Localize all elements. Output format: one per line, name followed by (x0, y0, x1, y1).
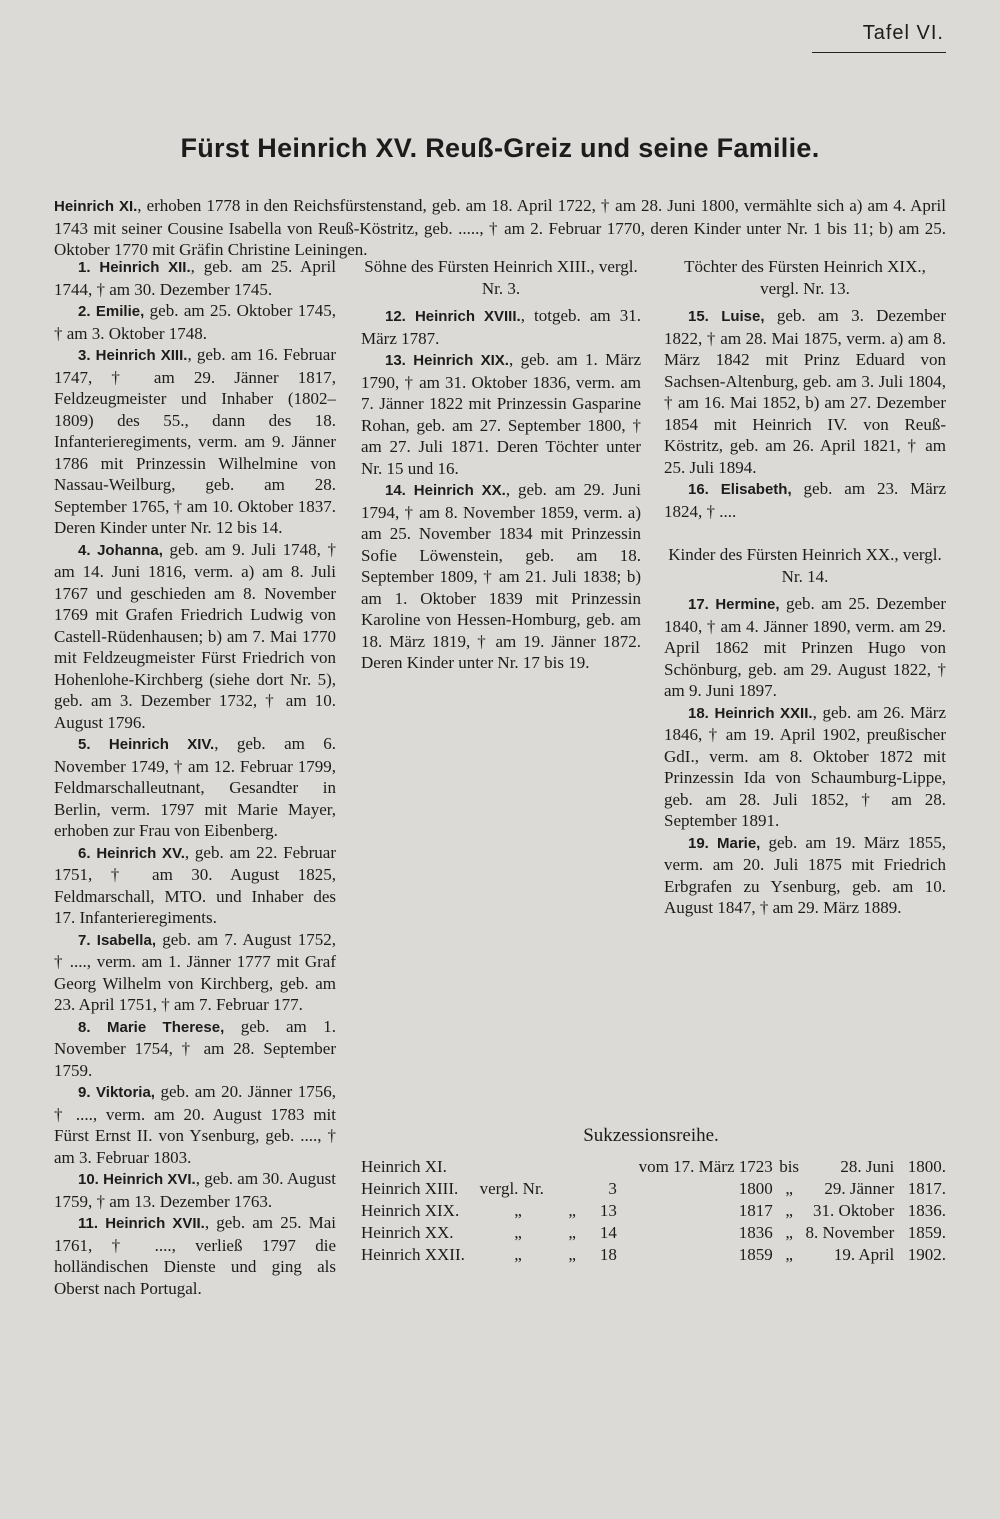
entry-number: 5. (78, 736, 91, 753)
family-entry (54, 1168, 336, 1212)
entry-number: 4. (78, 541, 91, 559)
ditto-mark: „ (568, 1245, 576, 1264)
family-entry (54, 842, 336, 929)
column-3 (664, 256, 946, 919)
ditto-mark: „ (568, 1223, 576, 1242)
from-date: vom 17. März 1723 (638, 1157, 773, 1176)
family-entry (361, 479, 641, 674)
family-entry (664, 305, 946, 478)
ruler-name: Heinrich XXII. (361, 1245, 465, 1264)
bis-label: „ (785, 1179, 793, 1198)
succession-row (361, 1200, 946, 1222)
family-entry (361, 349, 641, 479)
family-entry (54, 1081, 336, 1168)
to-date: 31. Oktober (813, 1201, 895, 1220)
entry-number: 8. (78, 1018, 91, 1036)
entry-name: Heinrich XIX. (413, 352, 509, 369)
entry-number: 7. (78, 931, 91, 949)
entry-text: , geb. am 22. Februar 1751, † am 30. August 1825, Feldmarschall, MTO. und Inhaber des 17. Infanterieregiments. (54, 842, 337, 927)
group-heading: Töchter des Fürsten Heinrich XIX., vergl. Nr. 13. (684, 257, 926, 298)
succession-table (361, 1156, 946, 1266)
entry-text: geb. am 25. Oktober 1745, † am 3. Oktober 1748. (54, 301, 336, 343)
from-date: 1859 (738, 1245, 773, 1264)
entry-number: 3. (78, 347, 91, 364)
entry-text: geb. am 9. Juli 1748, † am 14. Juni 1816, verm. a) am 8. Juli 1767 und geschieden am 8. November 1769 mit Grafen Friedrich Ludwig von Castell-Rüdenhausen; b) am 7. Mai 1770 mit Feldzeugmeister Fürst Friedrich von Hohenlohe-Kirchberg (siehe dort Nr. 5), geb. am 3. Dezember 1732, † am 10. August 1796. (54, 539, 336, 732)
to-date: 29. Jänner (824, 1179, 895, 1198)
entry-number: 17. (688, 596, 709, 613)
entry-text: , geb. am 25. April 1744, † am 30. Dezember 1745. (54, 257, 336, 299)
family-entry (54, 929, 336, 1016)
family-entry (54, 539, 336, 734)
family-entry (361, 305, 641, 349)
entry-name: Luise, (721, 308, 765, 325)
entry-name: Marie Therese, (106, 1018, 225, 1036)
ref-label: „ (514, 1245, 522, 1264)
bis-label: „ (785, 1201, 793, 1220)
succession-row (361, 1156, 946, 1178)
entry-name: Hermine, (715, 596, 780, 613)
ditto-mark (556, 1156, 588, 1178)
entry-name: Marie, (717, 834, 761, 852)
entry-text: , geb. am 16. Februar 1747, † am 29. Jänner 1817, Feldzeugmeister und Inhaber (1802–1809) des 55., dann des 18. Infanterieregiments, verm. am 9. Jänner 1786 mit Prinzessin Wilhelmine von Nassau-Weilburg, geb. am 28. September 1765, † am 10. Oktober 1837. Deren Kinder unter Nr. 12 bis 14. (54, 345, 336, 537)
entry-name: Emilie, (95, 303, 145, 320)
entry-number: 2. (78, 303, 91, 320)
entry-name: Heinrich XIII. (95, 347, 188, 364)
intro-text: , erhoben 1778 in den Reichsfürstenstand, geb. am 18. April 1722, † am 28. Juni 1800, vermählte sich a) am 4. April 1743 mit seiner Cousine Isabella von Reuß-Köstritz, geb. ....., † am 2. Februar 1770, deren Kinder unter Nr. 1 bis 11; b) am 25. Oktober 1770 mit Gräfin Christine Leiningen. (54, 196, 946, 259)
ref-label: vergl. Nr. (479, 1179, 544, 1198)
intro-heading: Heinrich XI. (54, 198, 138, 215)
entry-name: Heinrich XV. (96, 844, 185, 862)
entry-name: Heinrich XXII. (714, 704, 813, 722)
entry-text: geb. am 19. März 1855, verm. am 20. Juli 1875 mit Friedrich Erbgrafen zu Ysenburg, geb. am 10. August 1847, † am 29. März 1889. (664, 832, 946, 917)
entry-name: Heinrich XVII. (105, 1215, 205, 1232)
entry-number: 12. (385, 308, 406, 325)
entry-text: , totgeb. am 31. März 1787. (361, 306, 641, 348)
ruler-name: Heinrich XI. (361, 1157, 447, 1176)
plate-underline (812, 52, 946, 53)
family-entry (54, 733, 336, 842)
entry-name: Isabella, (96, 931, 156, 949)
family-entry (664, 593, 946, 702)
ruler-name: Heinrich XIX. (361, 1201, 460, 1220)
family-entry (664, 702, 946, 832)
succession-row (361, 1222, 946, 1244)
entry-name: Heinrich XIV. (108, 736, 215, 753)
to-year: 1836. (907, 1201, 946, 1220)
succession-row (361, 1178, 946, 1200)
bis-label: „ (785, 1245, 793, 1264)
to-year: 1800. (907, 1157, 946, 1176)
page-title: Fürst Heinrich XV. Reuß-Greiz und seine Familie. (180, 133, 820, 163)
entry-text: geb. am 3. Dezember 1822, † am 28. Mai 1875, verm. a) am 8. März 1842 mit Prinz Eduard von Sachsen-Altenburg, geb. am 3. Juli 1804, † am 16. Mai 1852, b) am 27. Dezember 1854 mit Heinrich IV. von Reuß-Köstritz, geb. am 26. April 1821, † am 25. Juli 1894. (664, 306, 946, 477)
from-date: 1836 (738, 1223, 773, 1242)
ref-label (480, 1156, 557, 1178)
entry-text: geb. am 7. August 1752, † ...., verm. am 1. Jänner 1777 mit Graf Georg Wilhelm von Kirchberg, geb. am 23. April 1751, † am 7. Februar 177. (54, 929, 337, 1014)
entry-number: 14. (385, 482, 406, 499)
entry-number: 10. (78, 1171, 99, 1188)
bis-label: „ (785, 1223, 793, 1242)
family-entry (54, 344, 336, 539)
entry-name: Heinrich XVIII. (414, 308, 521, 325)
entry-text: geb. am 25. Dezember 1840, † am 4. Jänner 1890, verm. am 29. April 1862 mit Prinzen Hugo von Schönburg, geb. am 29. August 1822, † am 9. Juni 1897. (664, 594, 946, 700)
ref-number: 3 (608, 1179, 617, 1198)
from-date: 1800 (738, 1179, 773, 1198)
ref-number: 14 (599, 1223, 617, 1242)
ref-label: „ (514, 1223, 522, 1242)
family-entry (664, 478, 946, 522)
family-entry (54, 256, 336, 300)
entry-number: 19. (688, 834, 709, 852)
entry-number: 16. (688, 481, 709, 498)
entry-name: Johanna, (97, 541, 163, 559)
entry-name: Elisabeth, (720, 481, 792, 498)
family-entry (54, 1016, 336, 1082)
to-year: 1817. (907, 1179, 946, 1198)
entry-text: , geb. am 6. November 1749, † am 12. Februar 1799, Feldmarschalleutnant, Gesandter in Berlin, verm. 1797 mit Marie Mayer, erhoben zur Frau von Eibenberg. (54, 734, 336, 840)
entry-number: 15. (688, 308, 709, 325)
entry-text: geb. am 23. März 1824, † .... (664, 479, 946, 521)
ruler-name: Heinrich XX. (361, 1223, 454, 1242)
bis-label: bis (779, 1157, 800, 1176)
group-heading: Kinder des Fürsten Heinrich XX., vergl. Nr. 14. (668, 545, 942, 586)
column-2 (361, 256, 641, 674)
entry-text: , geb. am 26. März 1846, † am 19. April 1902, preußischer GdI., verm. am 8. Oktober 1872 mit Prinzessin Ida von Schaumburg-Lippe, geb. am 28. Juli 1852, † am 28. September 1891. (664, 702, 946, 830)
entry-text: , geb. am 29. Juni 1794, † am 8. November 1859, verm. a) am 25. November 1834 mit Prinzessin Sofie Löwenstein, geb. am 18. September 1809, † am 21. Juli 1838; b) am 1. Oktober 1839 mit Prinzessin Karoline von Hessen-Homburg, geb. am 18. März 1819, † am 19. Jänner 1872. Deren Kinder unter Nr. 17 bis 19. (361, 480, 641, 672)
entry-number: 6. (78, 844, 91, 862)
entry-text: , geb. am 1. März 1790, † am 31. Oktober 1836, verm. am 7. Jänner 1822 mit Prinzessin Gasparine Rohan, geb. am 27. September 1800, † am 27. Juli 1871. Deren Töchter unter Nr. 15 und 16. (361, 350, 641, 478)
succession-title: Sukzessionsreihe. (583, 1125, 719, 1146)
family-entry (54, 300, 336, 344)
from-date: 1817 (738, 1201, 773, 1220)
to-date: 8. November (805, 1223, 895, 1242)
ref-number (588, 1156, 617, 1178)
group-spacer (664, 522, 946, 544)
plate-number: Tafel VI. (862, 22, 944, 44)
ref-number: 18 (599, 1245, 617, 1264)
entry-text: geb. am 1. November 1754, † am 28. September 1759. (54, 1016, 336, 1080)
ditto-mark (556, 1178, 588, 1200)
ditto-mark: „ (568, 1201, 576, 1220)
entry-text: , geb. am 25. Mai 1761, † ...., verließ 1797 die holländischen Dienste und ging als Oberst nach Portugal. (54, 1213, 337, 1298)
entry-number: 1. (78, 259, 91, 276)
to-year: 1859. (907, 1223, 946, 1242)
to-date: 28. Juni (840, 1157, 895, 1176)
entry-number: 11. (78, 1215, 99, 1232)
entry-number: 9. (78, 1084, 91, 1101)
succession-row (361, 1244, 946, 1266)
family-entry (54, 1212, 336, 1299)
entry-name: Heinrich XX. (413, 482, 506, 499)
entry-number: 18. (688, 704, 709, 722)
family-entry (664, 832, 946, 919)
ruler-name: Heinrich XIII. (361, 1179, 459, 1198)
entry-text: geb. am 20. Jänner 1756, † ...., verm. am 20. August 1783 mit Fürst Ernst II. von Ysenburg, geb. ...., † am 3. Februar 1803. (54, 1082, 337, 1167)
entry-name: Heinrich XII. (99, 259, 191, 276)
to-date: 19. April (833, 1245, 895, 1264)
ref-number: 13 (599, 1201, 617, 1220)
ref-label: „ (514, 1201, 522, 1220)
entry-text: , geb. am 30. August 1759, † am 13. Dezember 1763. (54, 1169, 337, 1211)
column-1 (54, 256, 336, 1299)
entry-name: Viktoria, (96, 1084, 155, 1101)
entry-name: Heinrich XVI. (103, 1171, 196, 1188)
intro-paragraph (54, 195, 946, 261)
to-year: 1902. (907, 1245, 946, 1264)
group-heading: Söhne des Fürsten Heinrich XIII., vergl. Nr. 3. (364, 257, 638, 298)
entry-number: 13. (385, 352, 406, 369)
